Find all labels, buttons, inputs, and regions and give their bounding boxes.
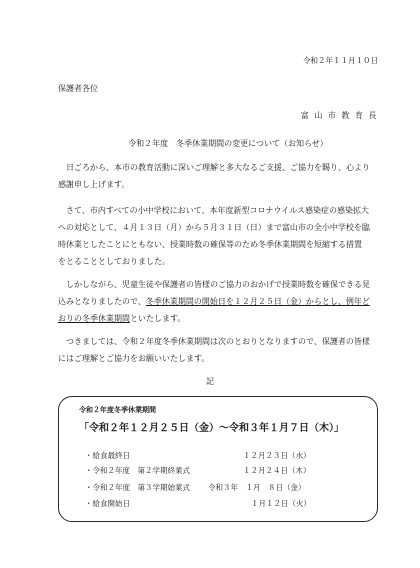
- schedule-item: [85, 465, 375, 477]
- schedule-item: [85, 450, 375, 462]
- schedule-heading: 令和２年度冬季休業期間: [79, 406, 156, 414]
- schedule-item: [85, 498, 375, 510]
- schedule-box: [58, 396, 378, 522]
- schedule-item-label: ・給食開始日: [85, 499, 130, 508]
- paragraph-line: [58, 293, 378, 310]
- underlined-text: おりの冬季休業期間: [58, 314, 130, 323]
- paragraph-line: をとることとしておりました。: [58, 257, 170, 266]
- schedule-item-label: ・令和２年度 第２学期終業式: [85, 466, 190, 475]
- paragraph-line: にはご理解とご協力をお願いいたします。: [58, 354, 210, 363]
- paragraph-request: [58, 333, 378, 367]
- underlined-text: 冬季休業期間の開始日を１２月２５日（金）からとし、例年ど: [145, 297, 370, 306]
- schedule-item: [85, 482, 375, 494]
- paragraph-greeting: [58, 159, 378, 193]
- paragraph-background: [58, 202, 378, 270]
- schedule-item-date: 令和３年 １月 ８日（金）: [208, 483, 306, 492]
- paragraph-line: への対応として、４月１３日（月）から５月３１日（日）まで富山市の全小中学校を臨: [58, 223, 370, 232]
- paragraph-text: 込みとなりましたので、: [58, 297, 146, 306]
- paragraph-line: 感謝申し上げます。: [58, 180, 130, 189]
- schedule-item-date: １２月２４日（木）: [243, 466, 311, 475]
- schedule-item-date: １２月２３日（水）: [243, 451, 311, 460]
- schedule-item-label: ・令和２年度 第３学期始業式: [85, 483, 190, 492]
- document-title: 令和２年度 冬季休業期間の変更について（お知らせ）: [128, 139, 328, 148]
- recipient: 保護者各位: [58, 84, 98, 93]
- break-period: 「令和２年１２月２５日（金）～令和３年１月７日（木）」: [79, 423, 344, 434]
- schedule-item-date: １月１２日（火）: [251, 499, 311, 508]
- paragraph-text: といたします。: [130, 314, 186, 323]
- notice-mark: 記: [206, 377, 214, 386]
- paragraph-line: つきましては、令和２年度冬季休業期間は次のとおりとなりますので、保護者の皆様: [66, 337, 370, 346]
- schedule-item-label: ・給食最終日: [85, 451, 130, 460]
- sender: 富 山 市 教 育 長: [300, 111, 378, 120]
- paragraph-line: 日ごろから、本市の教育活動に深いご理解と多大なるご支援、ご協力を賜り、心より: [66, 163, 370, 172]
- paragraph-line: しかしながら、児童生徒や保護者の皆様のご協力のおかげで授業時数を確保できる見: [66, 280, 370, 289]
- paragraph-line: 時休業としたことにともない、授業時数の確保等のため冬季休業期間を短縮する措置: [58, 240, 362, 249]
- paragraph-line: さて、市内すべての小中学校において、本年度新型コロナウイルス感染症の感染拡大: [66, 206, 370, 215]
- paragraph-line: [58, 310, 378, 327]
- paragraph-decision: [58, 276, 378, 327]
- issue-date: 令和２年１１月１０日: [303, 56, 378, 65]
